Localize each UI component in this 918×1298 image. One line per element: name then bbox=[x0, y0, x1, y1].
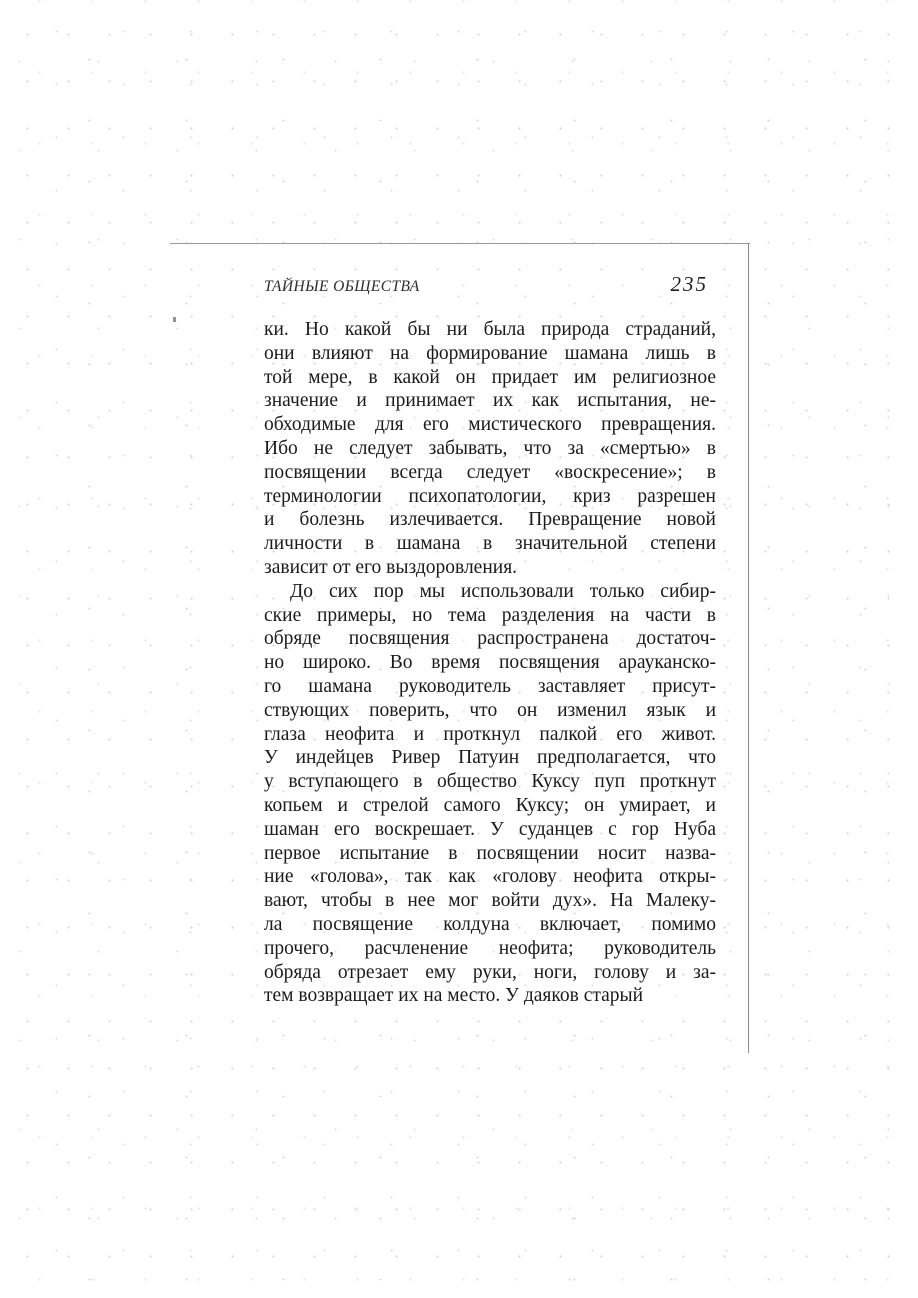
text-line: обряда отрезает ему руки, ноги, голову и за- bbox=[264, 961, 716, 983]
text-line: личности в шамана в значительной степени bbox=[264, 533, 716, 555]
paragraph bbox=[264, 580, 716, 1008]
running-title: ТАЙНЫЕ ОБЩЕСТВА bbox=[264, 278, 420, 295]
body-text bbox=[264, 318, 716, 1008]
text-line: и болезнь излечивается. Превращение новой bbox=[264, 509, 716, 531]
page-edge-top-line bbox=[170, 243, 750, 244]
text-line: До сих пор мы использовали только сибир- bbox=[290, 580, 716, 602]
text-line: У индейцев Ривер Патуин предполагается, что bbox=[264, 747, 716, 769]
text-line: го шамана руководитель заставляет присут- bbox=[264, 675, 716, 697]
text-line: глаза неофита и проткнул палкой его живот. bbox=[264, 723, 716, 745]
paragraph bbox=[264, 318, 716, 580]
text-line: копьем и стрелой самого Куксу; он умирает, и bbox=[264, 794, 716, 816]
text-line: ствующих поверить, что он изменил язык и bbox=[264, 699, 716, 721]
text-line: они влияют на формирование шамана лишь в bbox=[264, 342, 716, 364]
page-edge-right-line bbox=[748, 243, 749, 1053]
text-line: терминологии психопатологии, криз разрешен bbox=[264, 485, 716, 507]
text-line: той мере, в какой он придает им религиозное bbox=[264, 366, 716, 388]
text-line: обряде посвящения распространена достаточ- bbox=[264, 628, 716, 650]
text-line: вают, чтобы в нее мог войти дух». На Малеку- bbox=[264, 890, 716, 912]
page-number: 235 bbox=[670, 272, 708, 296]
text-line: ские примеры, но тема разделения на части в bbox=[264, 604, 716, 626]
text-line: но широко. Во время посвящения арауканско- bbox=[264, 652, 716, 674]
text-line: ки. Но какой бы ни была природа страданий, bbox=[264, 319, 716, 340]
text-line: значение и принимает их как испытания, не- bbox=[264, 390, 716, 412]
text-line: шаман его воскрешает. У суданцев с гор Нуба bbox=[264, 818, 716, 840]
text-line: ние «голова», так как «голову неофита откры- bbox=[264, 866, 716, 888]
text-line: обходимые для его мистического превращения. bbox=[264, 414, 716, 436]
text-line: первое испытание в посвящении носит назва- bbox=[264, 842, 716, 864]
text-line: зависит от его выздоровления. bbox=[264, 556, 518, 578]
running-header bbox=[264, 272, 716, 297]
text-line: тем возвращает их на место. У даяков старый bbox=[264, 985, 644, 1007]
text-line: Ибо не следует забывать, что за «смертью» в bbox=[264, 437, 716, 459]
text-line: у вступающего в общество Куксу пуп проткнут bbox=[264, 771, 716, 793]
text-line: посвящении всегда следует «воскресение»; в bbox=[264, 461, 716, 483]
scan-artifact-speck bbox=[173, 317, 176, 322]
text-line: прочего, расчленение неофита; руководитель bbox=[264, 937, 716, 959]
text-line: ла посвящение колдуна включает, помимо bbox=[264, 913, 716, 935]
